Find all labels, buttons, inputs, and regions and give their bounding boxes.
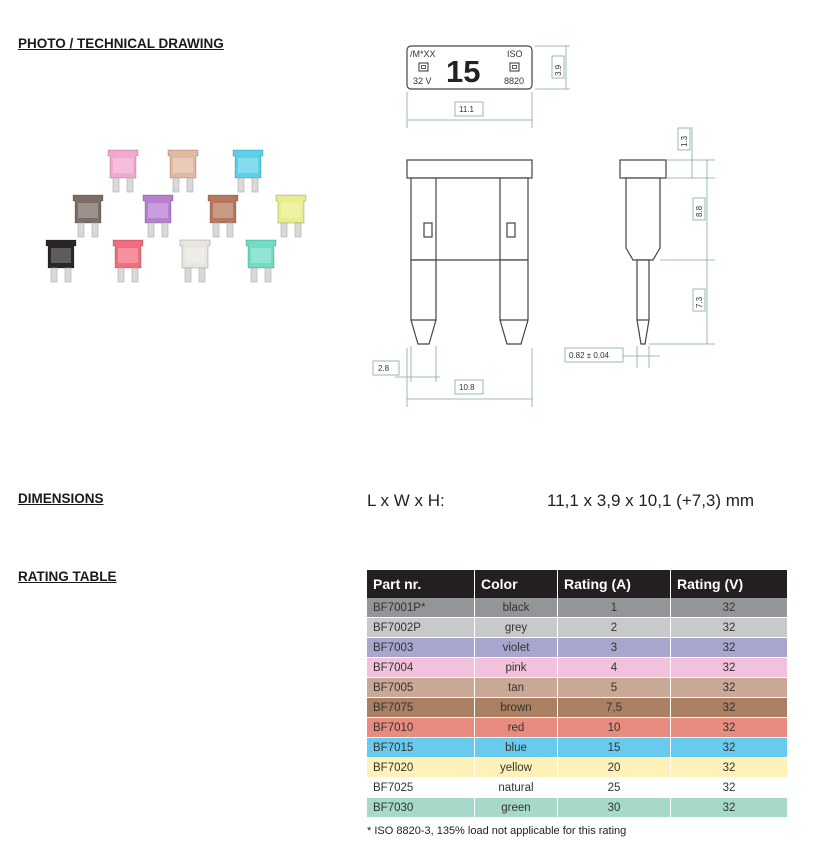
technical-drawing — [370, 30, 730, 420]
brand-label: /M*XX — [410, 49, 436, 59]
fuse-photo-item — [180, 240, 210, 282]
dimensions-value: 11,1 x 3,9 x 10,1 (+7,3) mm — [547, 491, 755, 510]
header-rating-a: Rating (A) — [558, 570, 671, 598]
section-title-rating: RATING TABLE — [18, 569, 117, 584]
table-row — [367, 698, 787, 718]
section-title-photo: PHOTO / TECHNICAL DRAWING — [18, 36, 224, 51]
table-row — [367, 778, 787, 798]
dim-blade-length: 7.3 — [695, 296, 704, 308]
footnote: * ISO 8820-3, 135% load not applicable for this rating — [367, 825, 627, 837]
rating-v-cell: 32 — [671, 638, 788, 658]
rating-v-cell: 32 — [671, 778, 788, 798]
rating-v-cell: 32 — [671, 658, 788, 678]
dim-blade-width: 2.8 — [378, 364, 390, 373]
fuse-photo-item — [276, 195, 306, 237]
color-cell: grey — [475, 618, 558, 638]
table-row — [367, 618, 787, 638]
rating-v-cell: 32 — [671, 718, 788, 738]
color-cell: natural — [475, 778, 558, 798]
table-row — [367, 738, 787, 758]
part-cell: BF7025 — [367, 778, 475, 798]
fuse-photo-item — [113, 240, 143, 282]
table-row — [367, 678, 787, 698]
color-cell: tan — [475, 678, 558, 698]
rating-a-cell: 15 — [558, 738, 671, 758]
part-cell: BF7005 — [367, 678, 475, 698]
rating-a-cell: 5 — [558, 678, 671, 698]
fuse-top-view — [407, 46, 532, 89]
dim-cap: 1.3 — [680, 135, 689, 147]
color-cell: red — [475, 718, 558, 738]
part-cell: BF7075 — [367, 698, 475, 718]
rating-a-cell: 7,5 — [558, 698, 671, 718]
rating-a-cell: 20 — [558, 758, 671, 778]
rating-a-cell: 25 — [558, 778, 671, 798]
rating-a-cell: 2 — [558, 618, 671, 638]
dim-body: 8.8 — [695, 205, 704, 217]
rating-v-cell: 32 — [671, 698, 788, 718]
rating-number: 15 — [446, 54, 481, 89]
fuse-photo-item — [168, 150, 198, 192]
rating-v-cell: 32 — [671, 618, 788, 638]
fuse-front-view — [407, 160, 532, 344]
part-cell: BF7020 — [367, 758, 475, 778]
fuse-product-photo — [18, 140, 338, 310]
header-color: Color — [475, 570, 558, 598]
rating-v-cell: 32 — [671, 758, 788, 778]
part-cell: BF7015 — [367, 738, 475, 758]
rating-a-cell: 30 — [558, 798, 671, 818]
fuse-side-view — [620, 160, 666, 344]
rating-a-cell: 10 — [558, 718, 671, 738]
part-cell: BF7010 — [367, 718, 475, 738]
fuse-photo-item — [233, 150, 263, 192]
part-cell: BF7001P* — [367, 598, 475, 618]
dimensions-label: L x W x H: — [367, 491, 445, 510]
part-cell: BF7003 — [367, 638, 475, 658]
color-cell: violet — [475, 638, 558, 658]
fuse-photo-item — [208, 195, 238, 237]
fuse-photo-item — [143, 195, 173, 237]
fuse-photo-item — [46, 240, 76, 282]
color-cell: black — [475, 598, 558, 618]
color-cell: yellow — [475, 758, 558, 778]
dim-blade-thickness: 0.82 ± 0.04 — [569, 351, 609, 360]
part-cell: BF7030 — [367, 798, 475, 818]
color-cell: blue — [475, 738, 558, 758]
table-row — [367, 638, 787, 658]
color-cell: green — [475, 798, 558, 818]
rating-v-cell: 32 — [671, 678, 788, 698]
header-part: Part nr. — [367, 570, 475, 598]
fuse-photo-item — [108, 150, 138, 192]
part-cell: BF7002P — [367, 618, 475, 638]
table-row — [367, 718, 787, 738]
table-row — [367, 758, 787, 778]
rating-v-cell: 32 — [671, 798, 788, 818]
table-header-row — [367, 570, 787, 598]
part-cell: BF7004 — [367, 658, 475, 678]
header-rating-v: Rating (V) — [671, 570, 788, 598]
voltage-label: 32 V — [413, 76, 432, 86]
rating-a-cell: 4 — [558, 658, 671, 678]
rating-a-cell: 1 — [558, 598, 671, 618]
fuse-photo-item — [246, 240, 276, 282]
dim-width-bottom: 10.8 — [459, 383, 475, 392]
rating-v-cell: 32 — [671, 738, 788, 758]
rating-v-cell: 32 — [671, 598, 788, 618]
table-row — [367, 598, 787, 618]
table-row — [367, 798, 787, 818]
fuse-photo-item — [73, 195, 103, 237]
iso-label: ISO — [507, 49, 523, 59]
dim-width-top: 11.1 — [459, 105, 474, 114]
iso-number-label: 8820 — [504, 76, 525, 86]
table-row — [367, 658, 787, 678]
dim-height: 3.9 — [554, 64, 563, 76]
table-body — [367, 598, 787, 818]
color-cell: pink — [475, 658, 558, 678]
rating-table — [367, 570, 787, 818]
color-cell: brown — [475, 698, 558, 718]
section-title-dimensions: DIMENSIONS — [18, 491, 104, 506]
rating-a-cell: 3 — [558, 638, 671, 658]
